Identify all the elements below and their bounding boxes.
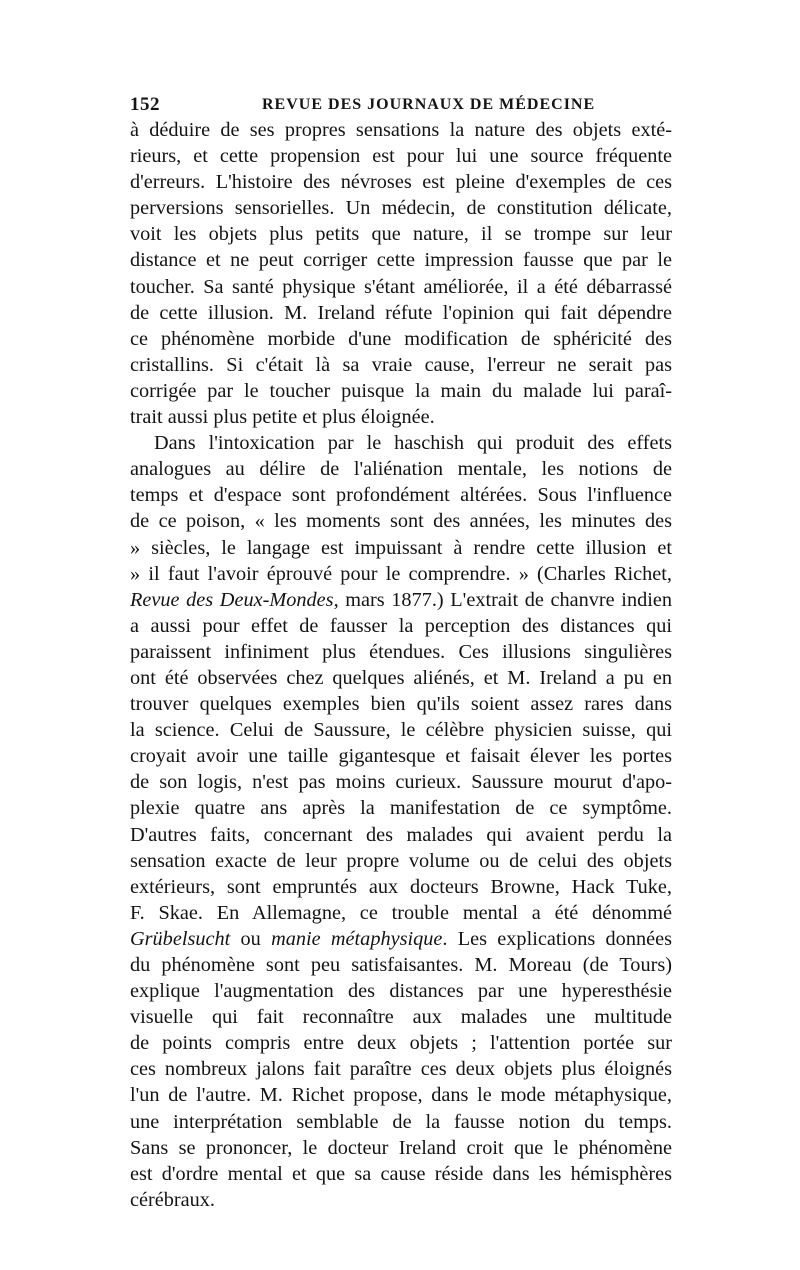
text-line: du phénomène sont peu satisfaisantes. M. Moreau (de Tours) <box>130 954 672 976</box>
text-line: sensation exacte de leur propre volume ou de celui des objets <box>130 849 672 872</box>
text-line: plexie quatre ans après la manifestation de ce symptôme. <box>130 797 672 820</box>
running-head: REVUE DES JOURNAUX DE MÉDECINE <box>262 96 596 113</box>
text-line: une interprétation semblable de la fausse notion du temps. <box>130 1110 672 1133</box>
text-line: de ce poison, « les moments sont des années, les minutes des <box>130 510 672 533</box>
body-text <box>122 117 674 1213</box>
text-line: extérieurs, sont empruntés aux docteurs Browne, Hack Tuke, <box>130 875 672 898</box>
text-line: a aussi pour effet de fausser la perception des distances qui <box>130 614 672 637</box>
text-line: analogues au délire de l'aliénation mentale, les notions de <box>130 458 672 481</box>
text-line: perversions sensorielles. Un médecin, de constitution délicate, <box>130 197 672 220</box>
text-line: la science. Celui de Saussure, le célèbre physicien suisse, qui <box>130 719 672 742</box>
text-line: voit les objets plus petits que nature, il se trompe sur leur <box>130 223 672 246</box>
text-line: cristallins. Si c'était là sa vraie cause, l'erreur ne serait pas <box>130 353 672 376</box>
text-line: ce phénomène morbide d'une modification de sphéricité des <box>130 327 672 350</box>
text-line: explique l'augmentation des distances par une hyperesthésie <box>130 980 672 1003</box>
text-line: de points compris entre deux objets ; l'attention portée sur <box>130 1032 672 1055</box>
text-line: paraissent infiniment plus étendues. Ces illusions singulières <box>130 640 672 663</box>
text-line: trait aussi plus petite et plus éloignée. <box>130 406 435 429</box>
text-line: D'autres faits, concernant des malades qui avaient perdu la <box>130 823 672 846</box>
text-line: de son logis, n'est pas moins curieux. Saussure mourut d'apo- <box>130 771 672 794</box>
text-line: d'erreurs. L'histoire des névroses est pleine d'exemples de ces <box>130 171 672 194</box>
text-line: » il faut l'avoir éprouvé pour le comprendre. » (Charles Richet, <box>130 562 672 585</box>
page-number: 152 <box>130 94 160 115</box>
text-line: temps et d'espace sont profondément altérées. Sous l'influence <box>130 484 672 507</box>
text-line: trouver quelques exemples bien qu'ils soient assez rares dans <box>130 693 672 716</box>
text-line: Revue des Deux-Mondes, mars 1877.) L'extrait de chanvre indien <box>130 588 672 611</box>
text-line: distance et ne peut corriger cette impression fausse que par le <box>130 249 672 272</box>
text-line: à déduire de ses propres sensations la nature des objets exté- <box>130 119 672 141</box>
text-line: de cette illusion. M. Ireland réfute l'opinion qui fait dépendre <box>130 301 672 324</box>
document-page <box>122 90 674 1213</box>
page-header <box>122 90 674 116</box>
text-line: Dans l'intoxication par le haschish qui produit des effets <box>154 432 672 455</box>
text-line: croyait avoir une taille gigantesque et faisait élever les portes <box>130 745 672 768</box>
text-line: ces nombreux jalons fait paraître ces deux objets plus éloignés <box>130 1058 672 1081</box>
text-line: cérébraux. <box>130 1188 216 1211</box>
text-line: ont été observées chez quelques aliénés, et M. Ireland a pu en <box>130 666 672 689</box>
text-line: Grübelsucht ou manie métaphysique. Les explications données <box>130 927 672 950</box>
text-line: » siècles, le langage est impuissant à rendre cette illusion et <box>130 536 672 559</box>
text-line: Sans se prononcer, le docteur Ireland croit que le phénomène <box>130 1136 672 1159</box>
text-line: est d'ordre mental et que sa cause réside dans les hémisphères <box>130 1162 672 1185</box>
text-line: l'un de l'autre. M. Richet propose, dans le mode métaphysique, <box>130 1084 672 1107</box>
text-line: F. Skae. En Allemagne, ce trouble mental a été dénommé <box>130 901 672 924</box>
text-line: toucher. Sa santé physique s'étant améliorée, il a été débarrassé <box>130 275 672 298</box>
text-line: visuelle qui fait reconnaître aux malades une multitude <box>130 1006 672 1029</box>
text-line: rieurs, et cette propension est pour lui une source fréquente <box>130 145 672 168</box>
text-line: corrigée par le toucher puisque la main du malade lui paraî- <box>130 379 672 402</box>
